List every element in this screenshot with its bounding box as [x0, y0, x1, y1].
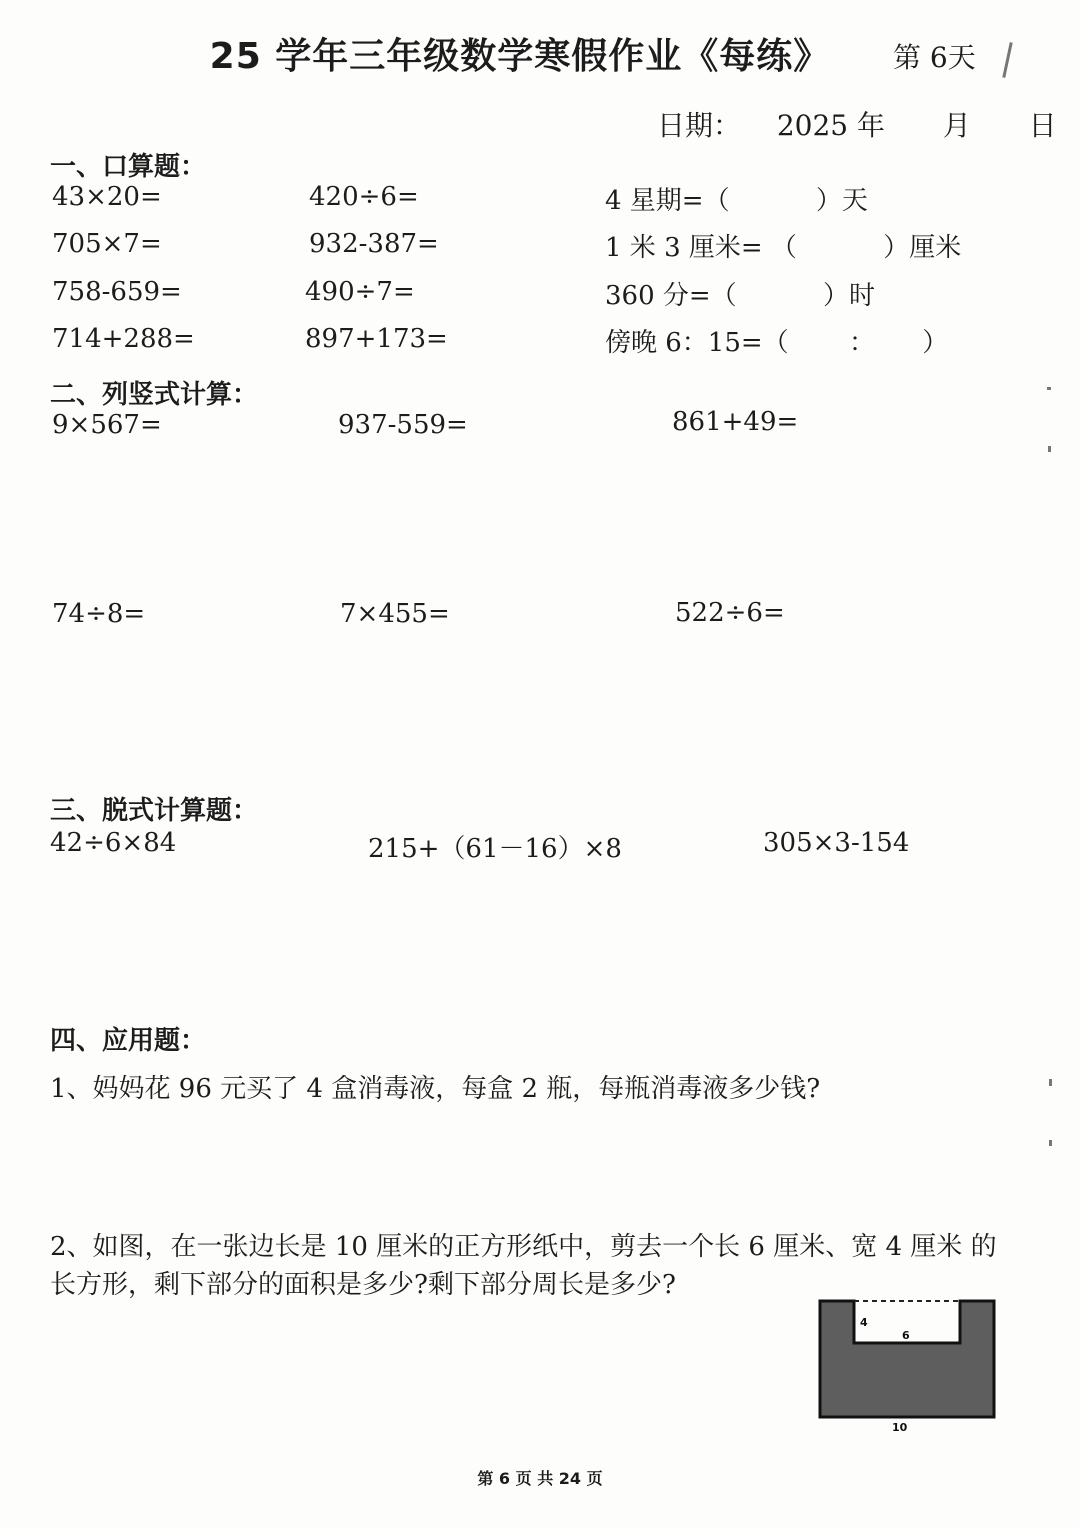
oral-item: 714+288= — [52, 324, 195, 354]
applied-question-1: 1、妈妈花 96 元买了 4 盒消毒液，每盒 2 瓶，每瓶消毒液多少钱? — [50, 1074, 821, 1104]
section-heading-vertical: 二、列竖式计算： — [50, 380, 259, 410]
oral-item: 758-659= — [52, 277, 182, 307]
applied-question-2: 2、如图，在一张边长是 10 厘米的正方形纸中，剪去一个长 6 厘米、宽 4 厘米 的长方形，剩下部分的面积是多少?剩下部分周长是多少? — [50, 1232, 997, 1300]
scan-speck — [1049, 1079, 1052, 1086]
oral-item: 705×7= — [52, 229, 162, 259]
vertical-item: 861+49= — [672, 407, 799, 437]
oral-item: 傍晚 6：15=（ ： ） — [605, 328, 949, 358]
scan-speck — [1047, 387, 1051, 390]
vertical-item: 74÷8= — [52, 599, 146, 629]
cut-rectangle-figure — [812, 1293, 1002, 1438]
remaining-paper-shape — [820, 1301, 994, 1417]
stepwise-item: 305×3-154 — [763, 828, 910, 858]
figure-label-side: 10 — [892, 1421, 908, 1434]
stepwise-item: 42÷6×84 — [50, 828, 177, 858]
scan-speck — [1048, 446, 1051, 452]
section-heading-oral: 一、口算题： — [50, 152, 207, 182]
vertical-item: 9×567= — [52, 410, 162, 440]
oral-item: 897+173= — [305, 324, 448, 354]
oral-item: 490÷7= — [305, 277, 415, 307]
section-heading-applied: 四、应用题： — [50, 1026, 207, 1056]
vertical-item: 522÷6= — [675, 598, 785, 628]
date-line — [657, 104, 1057, 144]
oral-item: 360 分=（ ）时 — [605, 281, 875, 311]
page-number-footer: 第 6 页 共 24 页 — [477, 1469, 603, 1488]
stepwise-item: 215+（61－16）×8 — [368, 834, 622, 864]
vertical-item: 937-559= — [338, 410, 468, 440]
figure-label-width: 4 — [860, 1316, 868, 1329]
worksheet-title: 25 学年三年级数学寒假作业《每练》 — [209, 36, 831, 77]
oral-item: 4 星期=（ ）天 — [605, 186, 868, 216]
date-label: 日期： — [657, 109, 742, 142]
scan-speck — [1049, 1140, 1052, 1146]
date-year: 2025 年 — [776, 109, 885, 142]
oral-item: 932-387= — [309, 229, 439, 259]
section-heading-stepwise: 三、脱式计算题： — [50, 796, 259, 826]
figure-label-length: 6 — [902, 1329, 910, 1342]
vertical-item: 7×455= — [340, 599, 450, 629]
date-day: 日 — [1028, 109, 1057, 142]
oral-item: 1 米 3 厘米= （ ）厘米 — [605, 233, 962, 263]
day-label: 第 6天 — [893, 41, 976, 74]
oral-item: 43×20= — [52, 182, 162, 212]
date-month: 月 — [942, 109, 971, 142]
oral-item: 420÷6= — [309, 182, 419, 212]
